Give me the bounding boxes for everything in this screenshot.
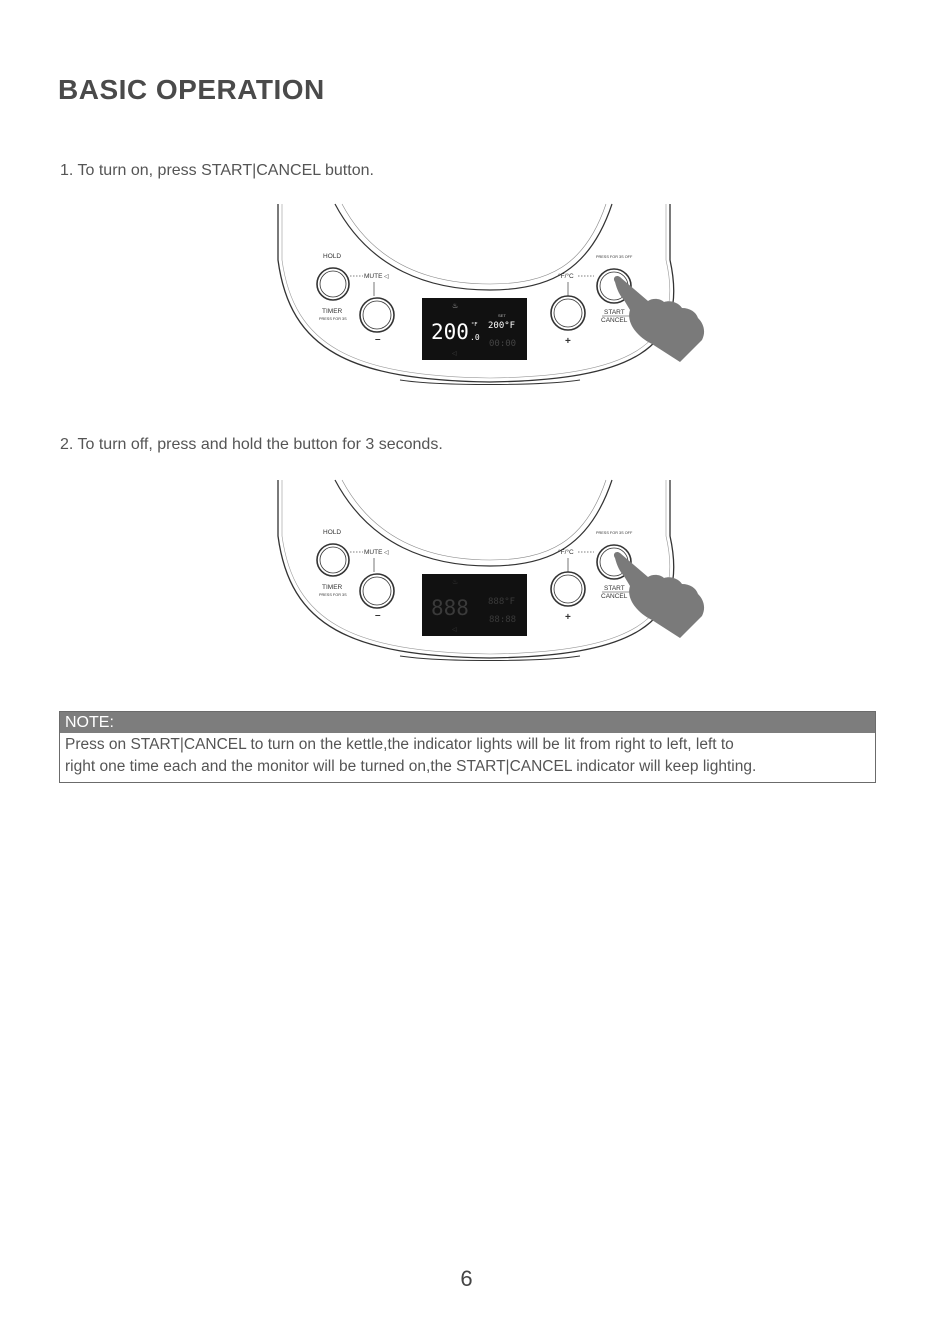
kettle-panel-figure-off [260,476,720,676]
mute-label: MUTE [364,273,383,280]
press-off-label: PRESS FOR 3S OFF [596,255,633,259]
page-number: 6 [460,1266,473,1291]
unit-toggle-label: °F/°C [558,549,574,556]
unit-toggle-label: °F/°C [558,273,574,280]
speaker-icon: ◁ [384,550,389,556]
display-set-temp: 888°F [488,597,516,607]
note-line-2: right one time each and the monitor will be turned on,the START|CANCEL indicator will keep lighting. [65,758,757,775]
display-temp: 888 [431,596,469,620]
hold-label: HOLD [323,529,342,536]
hold-button[interactable] [317,268,349,300]
pressing-hand-icon [614,276,704,362]
display-timer: 00:00 [489,339,517,349]
plus-label: + [565,612,571,623]
hold-label: HOLD [323,253,342,260]
start-label: START [604,309,625,316]
press-3s-label: PRESS FOR 3S [319,593,347,597]
display-temp: 200 [431,320,469,344]
display-temp-unit: °F [471,322,478,328]
plus-button[interactable] [551,296,585,330]
display-timer: 88:88 [489,615,517,625]
kettle-icon: ♨ [452,303,459,310]
minus-label: – [375,334,381,345]
pressing-hand-icon [614,552,704,638]
display-set-temp: 200°F [488,321,516,331]
note-body [60,733,875,778]
step-1-text: 1. To turn on, press START|CANCEL button. [60,162,374,179]
plus-label: + [565,336,571,347]
display-temp-decimal: .0 [470,333,480,342]
note-box [59,711,876,783]
minus-label: – [375,610,381,621]
display-speaker-icon: ◁ [452,351,457,357]
hold-button[interactable] [317,544,349,576]
press-3s-label: PRESS FOR 3S [319,317,347,321]
page-title: BASIC OPERATION [58,74,325,105]
speaker-icon: ◁ [384,274,389,280]
minus-button[interactable] [360,574,394,608]
kettle-panel-illustration [260,200,720,400]
step-2-text: 2. To turn off, press and hold the button for 3 seconds. [60,436,443,453]
display-set-label: SET [498,313,506,318]
press-off-label: PRESS FOR 3S OFF [596,531,633,535]
note-line-1: Press on START|CANCEL to turn on the kettle,the indicator lights will be lit from right to left, left to [65,736,734,753]
mute-label: MUTE [364,549,383,556]
kettle-panel-figure-on [260,200,720,400]
kettle-icon: ♨ [452,579,459,586]
plus-button[interactable] [551,572,585,606]
minus-button[interactable] [360,298,394,332]
cancel-label: CANCEL [601,593,628,600]
timer-label: TIMER [322,308,343,315]
note-heading: NOTE: [60,712,875,733]
kettle-panel-illustration [260,476,720,676]
cancel-label: CANCEL [601,317,628,324]
display-speaker-icon: ◁ [452,627,457,633]
start-label: START [604,585,625,592]
timer-label: TIMER [322,584,343,591]
